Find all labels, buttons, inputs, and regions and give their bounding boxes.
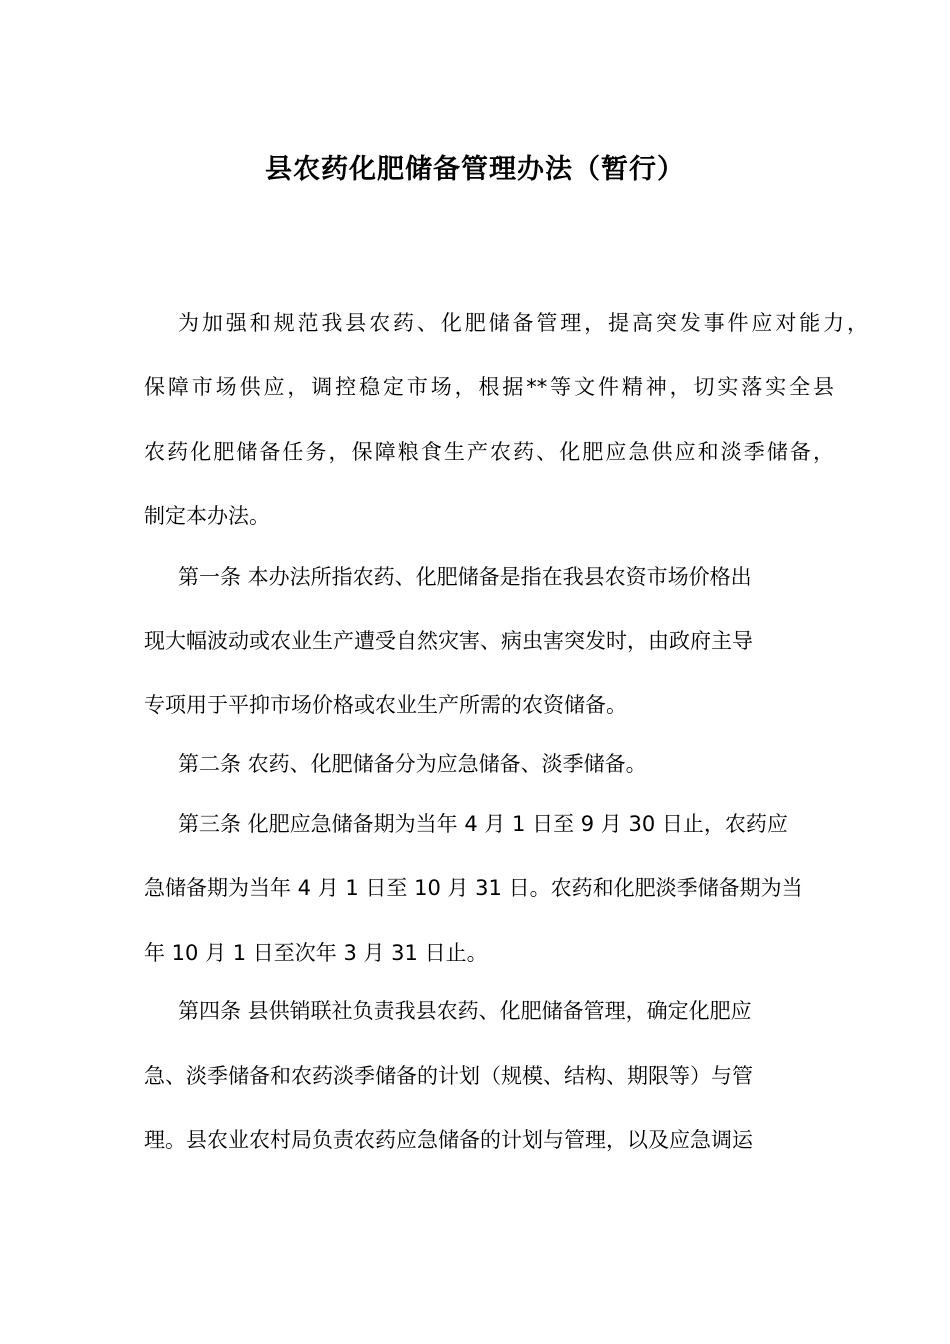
article-line: 急储备期为当年 4 月 1 日至 10 月 31 日。农药和化肥淡季储备期为当: [144, 876, 803, 900]
article-line: 第三条 化肥应急储备期为当年 4 月 1 日至 9 月 30 日止，农药应: [178, 812, 788, 836]
document-title: 县农药化肥储备管理办法（暂行）: [265, 154, 685, 185]
paragraph-line: 农药化肥储备任务，保障粮食生产农药、化肥应急供应和淡季储备，: [144, 440, 834, 464]
article-line: 第四条 县供销联社负责我县农药、化肥储备管理，确定化肥应: [178, 999, 752, 1023]
paragraph-line: 为加强和规范我县农药、化肥储备管理，提高突发事件应对能力，: [178, 311, 868, 335]
article-line: 理。县农业农村局负责农药应急储备的计划与管理，以及应急调运: [144, 1128, 753, 1152]
article-line: 现大幅波动或农业生产遭受自然灾害、病虫害突发时，由政府主导: [144, 629, 753, 653]
article-line: 年 10 月 1 日至次年 3 月 31 日止。: [144, 941, 488, 965]
article-line: 专项用于平抑市场价格或农业生产所需的农资储备。: [144, 693, 627, 717]
article-line: 急、淡季储备和农药淡季储备的计划（规模、结构、期限等）与管: [144, 1064, 753, 1088]
paragraph-line: 保障市场供应，调控稳定市场，根据**等文件精神，切实落实全县: [144, 375, 834, 399]
article-line: 第一条 本办法所指农药、化肥储备是指在我县农资市场价格出: [178, 565, 752, 589]
paragraph-line: 制定本办法。: [144, 504, 270, 528]
article-line: 第二条 农药、化肥储备分为应急储备、淡季储备。: [178, 752, 647, 776]
